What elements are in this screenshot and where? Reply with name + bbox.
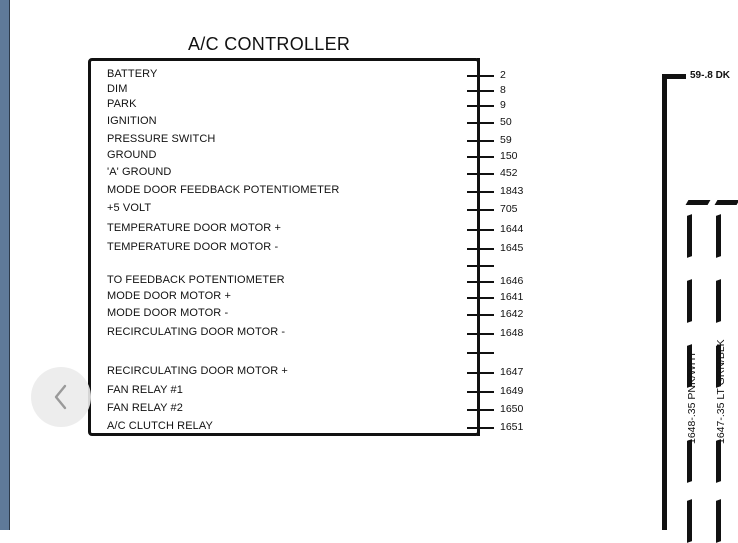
wire-1847-label: 1647-.35 LT GRN/BLK [715, 339, 727, 444]
pin-function-label: MODE DOOR MOTOR - [107, 307, 229, 319]
pin-tick [467, 372, 494, 374]
wire-dash [716, 439, 721, 483]
pin-function-label: RECIRCULATING DOOR MOTOR + [107, 365, 288, 377]
pin-number: 1646 [500, 275, 524, 287]
pin-tick [467, 427, 494, 429]
wire-59-vertical [662, 74, 667, 530]
pin-number: 1645 [500, 242, 524, 254]
pin-number: 1843 [500, 185, 524, 197]
pin-function-label: FAN RELAY #1 [107, 384, 183, 396]
pin-number: 50 [500, 116, 512, 128]
pin-number: 1650 [500, 403, 524, 415]
pin-tick [467, 314, 494, 316]
pin-function-label: TEMPERATURE DOOR MOTOR - [107, 241, 279, 253]
pin-tick [467, 105, 494, 107]
pin-function-label: GROUND [107, 149, 157, 161]
pin-function-label: PARK [107, 98, 137, 110]
pin-tick [467, 173, 494, 175]
wire-dash [716, 279, 721, 323]
pin-number: 9 [500, 99, 506, 111]
pin-number: 150 [500, 150, 518, 162]
connector-bus [477, 58, 480, 436]
pin-function-label: TEMPERATURE DOOR MOTOR + [107, 222, 282, 234]
pin-number: 705 [500, 203, 518, 215]
pin-tick [467, 281, 494, 283]
diagram-title: A/C CONTROLLER [188, 34, 351, 54]
wire-dash [687, 214, 692, 258]
wire-dash [687, 499, 692, 543]
pin-number: 1641 [500, 291, 524, 303]
pin-function-label: RECIRCULATING DOOR MOTOR - [107, 326, 286, 338]
pin-tick [467, 209, 494, 211]
pin-function-label: IGNITION [107, 115, 157, 127]
wire-dash [687, 279, 692, 323]
pin-function-label: FAN RELAY #2 [107, 402, 183, 414]
previous-page-button[interactable] [31, 367, 91, 427]
pin-tick [467, 409, 494, 411]
pin-tick [467, 229, 494, 231]
pin-tick [467, 352, 494, 354]
pin-tick [467, 391, 494, 393]
wire-dash [716, 499, 721, 543]
pin-tick [467, 156, 494, 158]
pin-function-label: +5 VOLT [107, 202, 152, 214]
pin-number: 1647 [500, 366, 524, 378]
pin-tick [467, 265, 494, 267]
wire-corner [715, 200, 738, 205]
pin-tick [467, 191, 494, 193]
pin-number: 1644 [500, 223, 524, 235]
pin-tick [467, 140, 494, 142]
pin-number: 452 [500, 167, 518, 179]
pin-tick [467, 75, 494, 77]
pin-function-label: A/C CLUTCH RELAY [107, 420, 213, 432]
pin-function-label: TO FEEDBACK POTENTIOMETER [107, 274, 285, 286]
pin-function-label: PRESSURE SWITCH [107, 133, 216, 145]
pin-number: 2 [500, 69, 506, 81]
pin-number: 1648 [500, 327, 524, 339]
pin-tick [467, 90, 494, 92]
pin-tick [467, 122, 494, 124]
pin-function-label: MODE DOOR MOTOR + [107, 290, 232, 302]
pin-tick [467, 333, 494, 335]
pin-tick [467, 248, 494, 250]
viewer-left-edge [0, 0, 10, 530]
wire-dash [716, 214, 721, 258]
pin-function-label: MODE DOOR FEEDBACK POTENTIOMETER [107, 184, 340, 196]
wire-corner [686, 200, 711, 205]
pin-function-label: 'A' GROUND [107, 166, 172, 178]
pin-number: 1642 [500, 308, 524, 320]
pin-number: 8 [500, 84, 506, 96]
pin-number: 59 [500, 134, 512, 146]
chevron-left-icon [50, 382, 72, 412]
pin-function-label: BATTERY [107, 68, 158, 80]
wire-59-label: 59-.8 DK [690, 70, 731, 81]
wire-dash [687, 439, 692, 483]
pin-number: 1649 [500, 385, 524, 397]
pin-tick [467, 297, 494, 299]
wire-1848-label: 1648-.35 PNK/WHT [686, 351, 698, 444]
pin-function-label: DIM [107, 83, 128, 95]
pin-number: 1651 [500, 421, 524, 433]
